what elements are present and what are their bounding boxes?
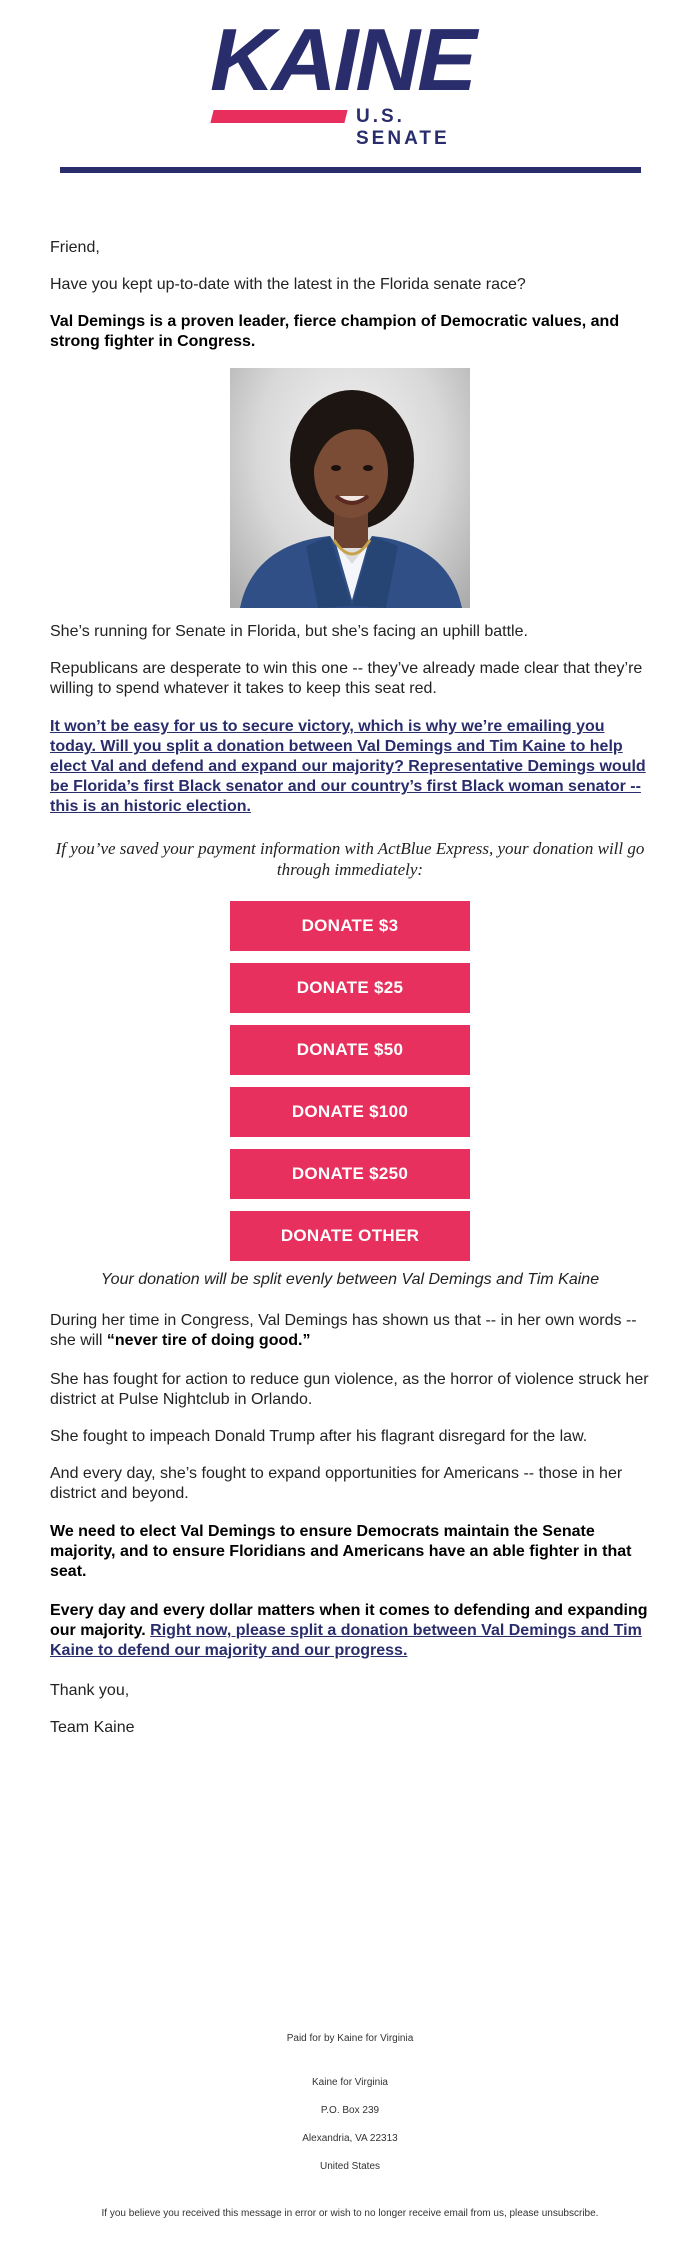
split-evenly-note: Your donation will be split evenly between Val Demings and Tim Kaine — [100, 1271, 600, 1288]
kaine-senate-logo[interactable] — [210, 10, 490, 149]
gun-violence-paragraph: She has fought for action to reduce gun violence, as the horror of violence struck her district at Pulse Nightclub in Orlando. — [50, 1371, 649, 1408]
signature: Team Kaine — [50, 1719, 135, 1736]
never-tire-quote: “never tire of doing good.” — [106, 1332, 311, 1349]
signoff: Thank you, — [50, 1682, 130, 1699]
donate-250-button[interactable]: DONATE $250 — [230, 1149, 470, 1199]
unsubscribe-line — [0, 2207, 700, 2220]
val-demings-photo — [230, 368, 470, 608]
every-dollar-bold: Every day and every dollar matters when it comes to defending and expanding our majority. — [50, 1602, 648, 1639]
split-donation-link-2[interactable]: Right now, please split a donation between Val Demings and Tim Kaine to defend our majority and our progress. — [50, 1622, 642, 1659]
donate-50-button[interactable]: DONATE $50 — [230, 1025, 470, 1075]
split-donation-link[interactable]: It won’t be easy for us to secure victory, which is why we’re emailing you today. Will you split a donation between Val Demings and Tim Kaine to help elect Val and defend and expand our majority? Representative Demings would be Florida’s first Black senator and our country’s first Black woman senator -- this is an historic election. — [50, 718, 646, 815]
footer-country: United States — [319, 2161, 381, 2172]
portrait-illustration — [230, 368, 470, 608]
demings-proven-leader: Val Demings is a proven leader, fierce champion of Democratic values, and strong fighter in Congress. — [50, 313, 620, 350]
never-tire-paragraph — [50, 1311, 650, 1351]
actblue-express-note: If you’ve saved your payment information with ActBlue Express, your donation will go through immediately: — [55, 839, 645, 879]
intro-paragraph: Have you kept up-to-date with the latest in the Florida senate race? — [50, 276, 526, 293]
impeach-paragraph: She fought to impeach Donald Trump after his flagrant disregard for the law. — [50, 1428, 588, 1445]
elect-demings-paragraph: We need to elect Val Demings to ensure Democrats maintain the Senate majority, and to ensure Floridians and Americans have an able fighter in that seat. — [50, 1523, 632, 1580]
republicans-desperate-paragraph: Republicans are desperate to win this one -- they’ve already made clear that they’re willing to spend whatever it takes to keep this seat red. — [50, 660, 643, 697]
logo-accent-bar — [210, 110, 347, 123]
donate-25-button[interactable]: DONATE $25 — [230, 963, 470, 1013]
donate-100-button[interactable]: DONATE $100 — [230, 1087, 470, 1137]
greeting: Friend, — [50, 239, 100, 256]
donate-3-button[interactable]: DONATE $3 — [230, 901, 470, 951]
unsubscribe-suffix: . — [595, 2208, 599, 2219]
split-donation-link-paragraph[interactable] — [50, 717, 650, 817]
logo-wordmark: KAINE — [210, 10, 474, 109]
header-divider — [60, 167, 641, 173]
uphill-battle-paragraph: She’s running for Senate in Florida, but she’s facing an uphill battle. — [50, 623, 528, 640]
unsubscribe-prefix: If you believe you received this message in error or wish to no longer receive email from us, please — [101, 2208, 542, 2219]
every-dollar-paragraph — [50, 1601, 650, 1661]
opportunities-paragraph: And every day, she’s fought to expand opportunities for Americans -- those in her district and beyond. — [50, 1465, 623, 1502]
unsubscribe-link[interactable]: unsubscribe — [541, 2208, 596, 2219]
donate-other-button[interactable]: DONATE OTHER — [230, 1211, 470, 1261]
never-tire-text: During her time in Congress, Val Demings has shown us that -- in her own words -- she will — [50, 1312, 637, 1349]
footer-org-name: Kaine for Virginia — [312, 2077, 388, 2088]
paid-for-disclaimer: Paid for by Kaine for Virginia — [286, 2033, 414, 2044]
logo-subtitle: U.S. SENATE — [356, 106, 450, 149]
footer-po-box: P.O. Box 239 — [320, 2105, 380, 2116]
footer-city: Alexandria, VA 22313 — [302, 2133, 398, 2144]
